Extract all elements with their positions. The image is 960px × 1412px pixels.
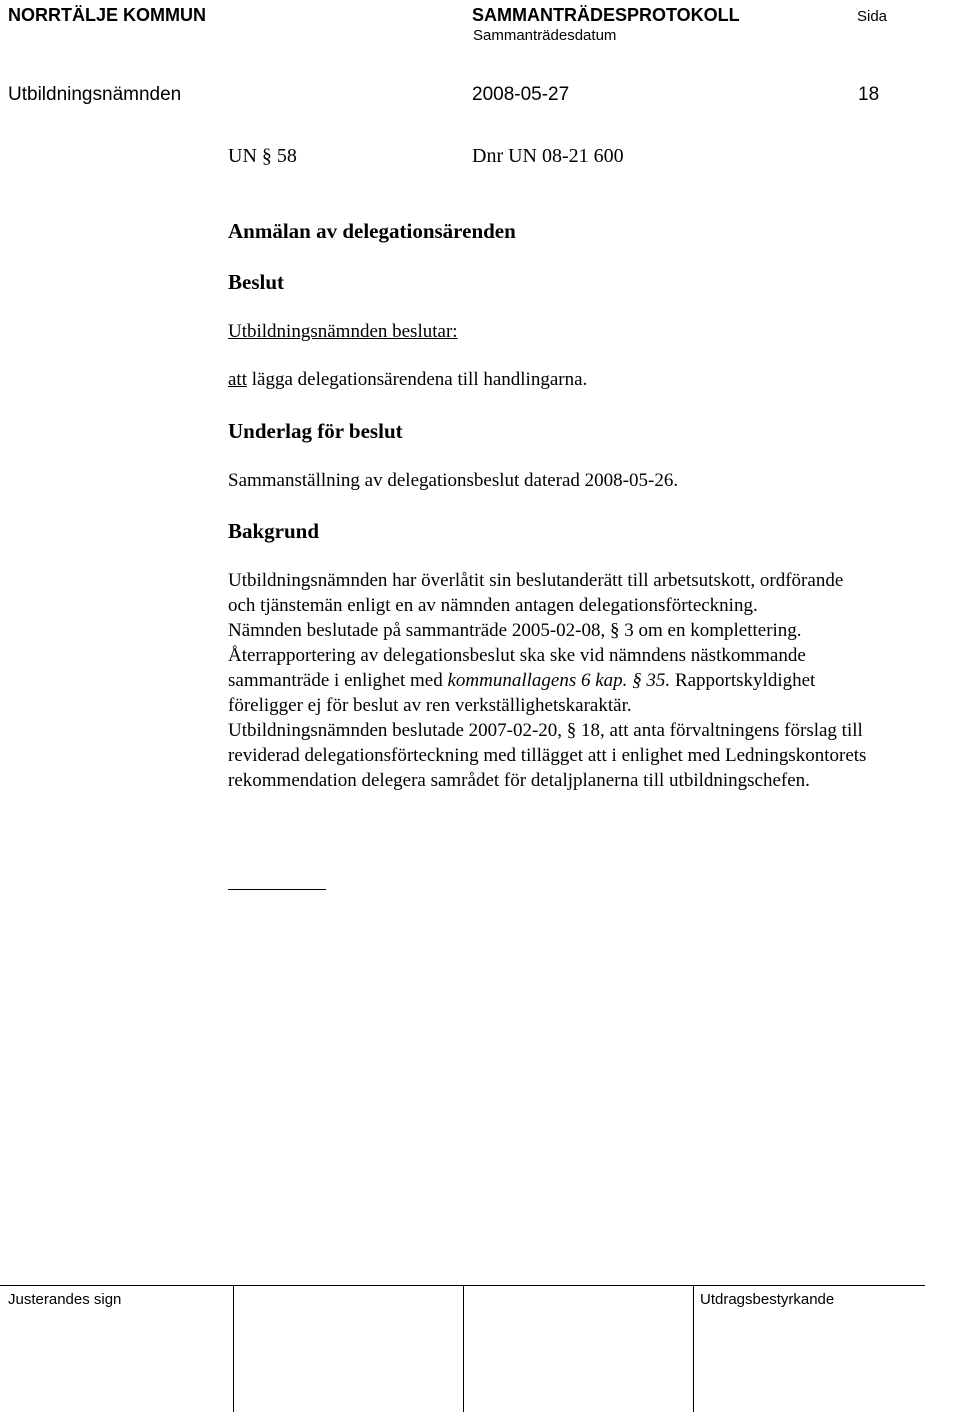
decision-body: lägga delegationsärendena till handlingarna. xyxy=(247,369,588,390)
item-title: Anmälan av delegationsärenden xyxy=(228,219,516,243)
case-dnr: Dnr UN 08-21 600 xyxy=(472,145,624,167)
background-line xyxy=(228,668,958,693)
background-paragraph xyxy=(228,568,958,793)
background-line: föreligger ej för beslut av ren verkställighetskaraktär. xyxy=(228,695,632,716)
basis-heading: Underlag för beslut xyxy=(228,419,403,443)
background-line: Utbildningsnämnden beslutade 2007-02-20, § 18, att anta förvaltningens förslag till xyxy=(228,720,863,741)
decision-intro: Utbildningsnämnden beslutar: xyxy=(228,321,458,342)
decision-text xyxy=(228,367,587,392)
background-text-fragment: sammanträde i enlighet med xyxy=(228,670,448,691)
footer-divider xyxy=(233,1285,234,1412)
background-line: Nämnden beslutade på sammanträde 2005-02-08, § 3 om en komplettering. xyxy=(228,620,802,641)
background-line: rekommendation delegera samrådet för detaljplanerna till utbildningschefen. xyxy=(228,770,810,791)
att-word: att xyxy=(228,369,247,390)
page-label: Sida xyxy=(857,8,888,25)
page-number: 18 xyxy=(858,84,880,105)
background-text-fragment: Rapportskyldighet xyxy=(670,670,816,691)
law-reference: kommunallagens 6 kap. § 35. xyxy=(447,670,671,691)
document-type: SAMMANTRÄDESPROTOKOLL xyxy=(472,5,740,25)
signature-label: Justerandes sign xyxy=(8,1291,122,1308)
basis-text: Sammanställning av delegationsbeslut daterad 2008-05-26. xyxy=(228,470,679,491)
meeting-date-label: Sammanträdesdatum xyxy=(473,27,617,44)
background-line: Återrapportering av delegationsbeslut ska ske vid nämndens nästkommande xyxy=(228,645,806,666)
background-line: reviderad delegationsförteckning med tillägget att i enlighet med Ledningskontorets xyxy=(228,745,867,766)
background-heading: Bakgrund xyxy=(228,519,320,543)
case-number: UN § 58 xyxy=(228,145,297,167)
decision-heading: Beslut xyxy=(228,270,285,294)
footer-divider xyxy=(463,1285,464,1412)
footer-divider xyxy=(693,1285,694,1412)
background-line: och tjänstemän enligt en av nämnden antagen delegationsförteckning. xyxy=(228,595,758,616)
meeting-date: 2008-05-27 xyxy=(472,84,570,105)
municipality-name: NORRTÄLJE KOMMUN xyxy=(8,5,206,25)
committee-name: Utbildningsnämnden xyxy=(8,84,182,105)
separator-rule xyxy=(228,889,326,890)
background-line: Utbildningsnämnden har överlåtit sin beslutanderätt till arbetsutskott, ordförande xyxy=(228,570,844,591)
certification-label: Utdragsbestyrkande xyxy=(700,1291,835,1308)
